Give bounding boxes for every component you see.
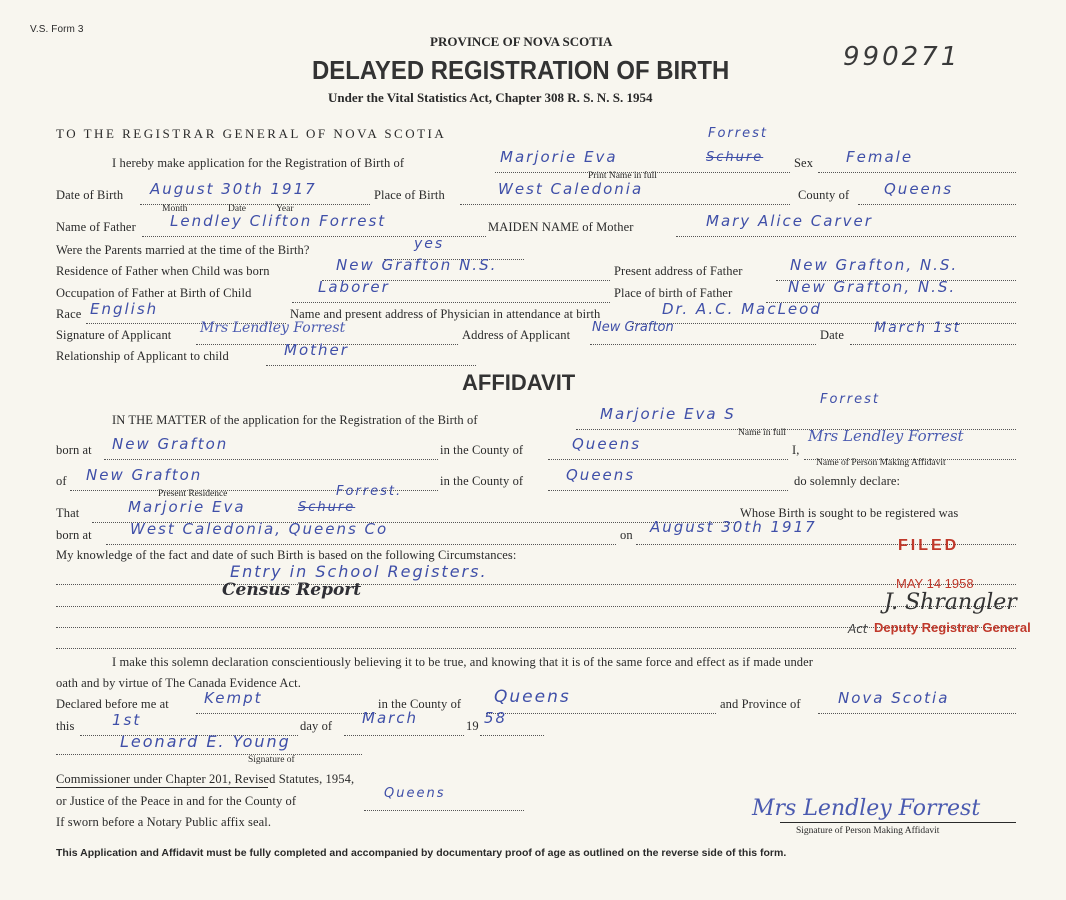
that-name-value: Marjorie Eva <box>128 498 246 516</box>
born-at-value: New Grafton <box>112 435 229 453</box>
solemn-line-1: I make this solemn declaration conscientiously believing it to be true, and knowing that it is of the same force and effect as if made under <box>112 655 814 669</box>
declared-county-label: in the County of <box>378 697 462 711</box>
justice-county-value: Queens <box>384 786 446 801</box>
in-county-label: in the County of <box>440 443 524 457</box>
i-label: I, <box>792 443 800 457</box>
filed-stamp: FILED <box>898 537 960 554</box>
year-caption: Year <box>276 204 294 214</box>
affiant-name-value: Mrs Lendley Forrest <box>808 427 964 445</box>
province-heading: PROVINCE OF NOVA SCOTIA <box>430 34 613 49</box>
child-name-value: Marjorie Eva <box>500 148 618 166</box>
that-label: That <box>56 506 80 520</box>
signature-of-caption: Signature of <box>248 755 295 765</box>
year-suffix-value: 58 <box>484 709 508 727</box>
residence-value: New Grafton <box>86 466 203 484</box>
relationship-label: Relationship of Applicant to child <box>56 349 229 363</box>
physician-value: Dr. A.C. MacLeod <box>662 300 822 318</box>
sig-person-caption: Signature of Person Making Affidavit <box>796 826 940 836</box>
form-number: V.S. Form 3 <box>30 24 84 35</box>
intro-label: I hereby make application for the Registration of Birth of <box>112 156 405 170</box>
affidavit-name-correction: Forrest <box>820 392 880 407</box>
father-occupation-value: Laborer <box>318 278 390 296</box>
father-birthplace-value: New Grafton, N.S. <box>788 278 957 296</box>
birth-date-value: August 30th 1917 <box>650 518 817 536</box>
footer-note: This Application and Affidavit must be fully completed and accompanied by documentary proof of age as outlined on the reverse side of this form. <box>56 847 787 859</box>
applicant-address-label: Address of Applicant <box>462 328 571 342</box>
declared-at-label: Declared before me at <box>56 697 169 711</box>
father-occupation-label: Occupation of Father at Birth of Child <box>56 286 252 300</box>
child-surname-struck: Schure <box>706 150 764 165</box>
month-caption: Month <box>162 204 188 214</box>
birthplace-value: West Caledonia, Queens Co <box>130 520 389 538</box>
name-person-caption: Name of Person Making Affidavit <box>816 458 946 468</box>
place-of-birth-label: Place of Birth <box>374 188 445 202</box>
whose-birth-label: Whose Birth is sought to be registered was <box>740 506 959 520</box>
registrar-title: Deputy Registrar General <box>874 620 1031 635</box>
this-label: this <box>56 719 75 733</box>
act-subtitle: Under the Vital Statistics Act, Chapter 308 R. S. N. S. 1954 <box>328 90 653 105</box>
sex-value: Female <box>846 148 914 166</box>
father-birthplace-label: Place of birth of Father <box>614 286 733 300</box>
serial-number: 990271 <box>843 42 961 72</box>
commissioner-label: Commissioner under Chapter 201, Revised Statutes, 1954, <box>56 772 355 786</box>
registrar-signature: J. Shrangler <box>884 590 1017 615</box>
father-name-value: Lendley Clifton Forrest <box>170 212 387 230</box>
do-declare-label: do solemnly declare: <box>794 474 901 488</box>
date-label: Date <box>820 328 844 342</box>
notary-label: If sworn before a Notary Public affix seal. <box>56 815 272 829</box>
residence-county-value: Queens <box>566 466 636 484</box>
of-label: of <box>56 474 67 488</box>
date-value: March 1st <box>874 320 962 336</box>
born-at-label: born at <box>56 443 92 457</box>
applicant-signature-value: Mrs Lendley Forrest <box>200 320 346 336</box>
circumstance-2: Census Report <box>222 580 362 600</box>
name-in-full-caption: Name in full <box>738 428 787 438</box>
married-value: yes <box>414 236 445 252</box>
on-label: on <box>620 528 633 542</box>
solemn-line-2: oath and by virtue of The Canada Evidence Act. <box>56 676 301 690</box>
county-label: County of <box>798 188 850 202</box>
father-name-label: Name of Father <box>56 220 136 234</box>
declared-county-value: Queens <box>494 687 571 707</box>
physician-label: Name and present address of Physician in attendance at birth <box>290 307 601 321</box>
that-name-correction: Forrest. <box>336 484 403 499</box>
province-of-label: and Province of <box>720 697 801 711</box>
child-surname-correction: Forrest <box>708 126 768 141</box>
affiant-signature: Mrs Lendley Forrest <box>752 796 981 821</box>
commissioner-signature: Leonard E. Young <box>120 732 291 751</box>
father-present-value: New Grafton, N.S. <box>790 256 959 274</box>
year-prefix: 19 <box>466 719 479 733</box>
affidavit-child-name: Marjorie Eva S <box>600 405 736 423</box>
month-value: March <box>362 709 419 727</box>
knowledge-label: My knowledge of the fact and date of such Birth is based on the following Circumstances: <box>56 548 517 562</box>
stamp-prefix: Act <box>848 622 868 636</box>
sex-label: Sex <box>794 156 814 170</box>
addressee: TO THE REGISTRAR GENERAL OF NOVA SCOTIA <box>56 126 447 141</box>
mother-maiden-label: MAIDEN NAME of Mother <box>488 220 634 234</box>
affidavit-heading: AFFIDAVIT <box>462 370 576 395</box>
applicant-signature-label: Signature of Applicant <box>56 328 172 342</box>
present-residence-caption: Present Residence <box>158 489 228 499</box>
married-label: Were the Parents married at the time of the Birth? <box>56 243 310 257</box>
declared-province-value: Nova Scotia <box>838 689 950 707</box>
date-caption: Date <box>228 204 246 214</box>
father-residence-label: Residence of Father when Child was born <box>56 264 270 278</box>
race-label: Race <box>56 307 82 321</box>
day-value: 1st <box>112 711 142 729</box>
dob-value: August 30th 1917 <box>150 180 317 198</box>
father-present-label: Present address of Father <box>614 264 743 278</box>
page-title: DELAYED REGISTRATION OF BIRTH <box>312 55 730 85</box>
father-residence-value: New Grafton N.S. <box>336 256 498 274</box>
print-name-caption: Print Name in full <box>588 171 657 181</box>
applicant-address-value: New Grafton <box>592 320 674 335</box>
place-of-birth-value: West Caledonia <box>498 180 644 198</box>
declared-at-value: Kempt <box>204 689 263 707</box>
relationship-value: Mother <box>284 341 349 359</box>
county-value: Queens <box>884 180 954 198</box>
born-at2-label: born at <box>56 528 92 542</box>
matter-label: IN THE MATTER of the application for the Registration of the Birth of <box>112 413 478 427</box>
born-county-value: Queens <box>572 435 642 453</box>
dob-label: Date of Birth <box>56 188 124 202</box>
residence-county-label: in the County of <box>440 474 524 488</box>
race-value: English <box>90 300 159 318</box>
day-of-label: day of <box>300 719 333 733</box>
that-name-struck: Schure <box>298 500 356 515</box>
justice-label: or Justice of the Peace in and for the County of <box>56 794 297 808</box>
mother-maiden-value: Mary Alice Carver <box>706 212 873 230</box>
circumstance-1: Entry in School Registers. <box>230 562 488 581</box>
stamp-date: MAY 14 1958 <box>896 576 974 591</box>
